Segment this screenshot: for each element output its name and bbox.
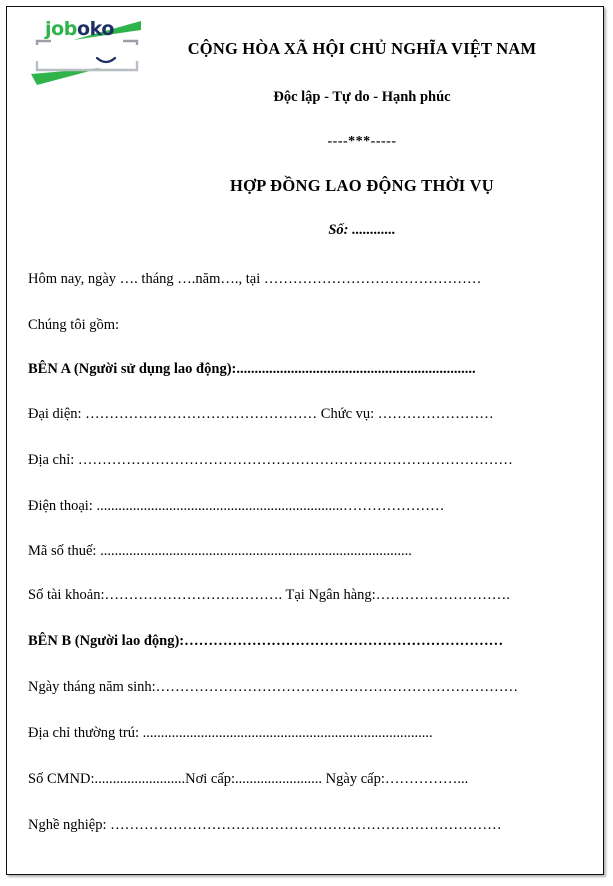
party-a-tax-code: Mã số thuế: ...................................................................................... bbox=[28, 543, 412, 559]
party-b-occupation: Nghề nghiệp: ……………………………………………………………………… bbox=[28, 817, 502, 833]
party-a-heading: BÊN A (Người sử dụng lao động):.................................................................. bbox=[28, 361, 476, 377]
national-motto: Độc lập - Tự do - Hạnh phúc bbox=[273, 89, 451, 105]
line-date: Hôm nay, ngày …. tháng ….năm…., tại ……………………………………… bbox=[28, 271, 482, 287]
logo-wordmark bbox=[45, 18, 114, 40]
logo-bracket-icon bbox=[35, 39, 139, 75]
logo-word-oko: oko bbox=[76, 18, 115, 40]
national-title: CỘNG HÒA XÃ HỘI CHỦ NGHĨA VIỆT NAM bbox=[187, 39, 537, 58]
joboko-logo bbox=[29, 17, 141, 91]
party-b-id-number: Số CMND:.........................Nơi cấp:........................ Ngày cấp:……………... bbox=[28, 771, 469, 787]
party-b-dob: Ngày tháng năm sinh:………………………………………………………………… bbox=[28, 679, 519, 695]
party-a-phone: Điện thoại: ....................................................................………………… bbox=[28, 498, 445, 514]
document-title: HỢP ĐỒNG LAO ĐỘNG THỜI VỤ bbox=[229, 176, 495, 195]
party-a-address: Địa chỉ: ……………………………………………………………………………… bbox=[28, 452, 513, 468]
document-sheet bbox=[6, 6, 604, 875]
logo-word-job: job bbox=[45, 18, 77, 40]
header-separator: ----***----- bbox=[327, 134, 397, 149]
party-a-representative: Đại diện: ………………………………………… Chức vụ: …………………… bbox=[28, 406, 494, 422]
document-number-field: Số: ............ bbox=[328, 222, 396, 238]
party-a-bank-account: Số tài khoản:………………………………. Tại Ngân hàng:………………………. bbox=[28, 587, 510, 603]
line-parties-intro: Chúng tôi gồm: bbox=[28, 317, 120, 333]
party-b-heading: BÊN B (Người lao động):………………………………………………………… bbox=[28, 633, 504, 649]
party-b-address: Địa chỉ thường trú: ................................................................................ bbox=[28, 725, 433, 741]
